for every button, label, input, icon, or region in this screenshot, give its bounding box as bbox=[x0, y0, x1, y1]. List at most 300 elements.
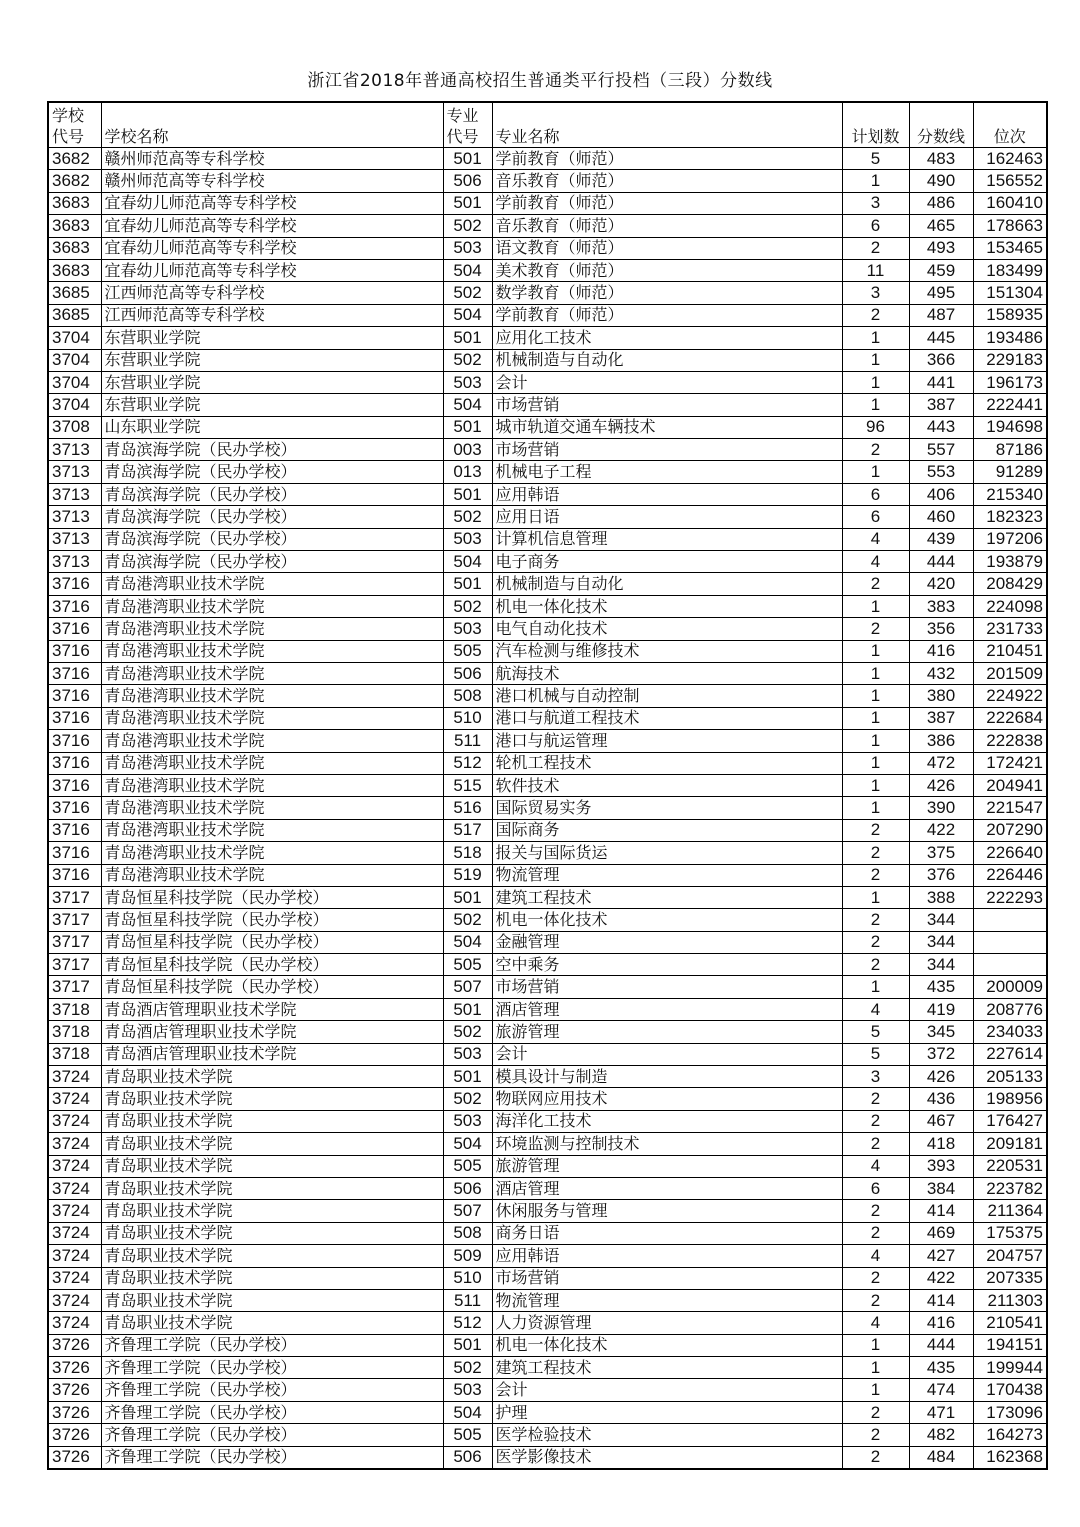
cell-plan: 2 bbox=[842, 1110, 909, 1132]
cell-major-name: 学前教育（师范） bbox=[492, 304, 842, 326]
cell-plan: 2 bbox=[842, 573, 909, 595]
cell-score: 445 bbox=[909, 327, 973, 349]
cell-plan: 2 bbox=[842, 819, 909, 841]
cell-school-name: 青岛职业技术学院 bbox=[101, 1312, 443, 1334]
cell-school-code: 3704 bbox=[48, 371, 101, 393]
cell-score: 436 bbox=[909, 1088, 973, 1110]
cell-plan: 1 bbox=[842, 752, 909, 774]
cell-major-name: 物流管理 bbox=[492, 864, 842, 886]
cell-major-code: 506 bbox=[443, 662, 492, 684]
cell-school-code: 3708 bbox=[48, 416, 101, 438]
table-row bbox=[48, 1424, 1047, 1446]
cell-school-code: 3713 bbox=[48, 551, 101, 573]
cell-school-code: 3717 bbox=[48, 886, 101, 908]
cell-major-name: 商务日语 bbox=[492, 1222, 842, 1244]
cell-school-name: 青岛港湾职业技术学院 bbox=[101, 640, 443, 662]
cell-major-name: 应用日语 bbox=[492, 506, 842, 528]
table-row bbox=[48, 170, 1047, 192]
table-row bbox=[48, 685, 1047, 707]
cell-school-name: 青岛港湾职业技术学院 bbox=[101, 573, 443, 595]
cell-school-code: 3718 bbox=[48, 1021, 101, 1043]
table-row bbox=[48, 774, 1047, 796]
cell-major-code: 502 bbox=[443, 349, 492, 371]
cell-plan: 2 bbox=[842, 618, 909, 640]
cell-major-code: 519 bbox=[443, 864, 492, 886]
cell-school-name: 青岛职业技术学院 bbox=[101, 1110, 443, 1132]
cell-plan: 3 bbox=[842, 1066, 909, 1088]
cell-plan: 1 bbox=[842, 730, 909, 752]
cell-rank: 182323 bbox=[973, 506, 1047, 528]
cell-school-code: 3724 bbox=[48, 1177, 101, 1199]
cell-major-code: 501 bbox=[443, 1066, 492, 1088]
cell-school-code: 3713 bbox=[48, 483, 101, 505]
cell-plan: 6 bbox=[842, 215, 909, 237]
header-plan: 计划数 bbox=[842, 102, 909, 148]
cell-plan: 1 bbox=[842, 1357, 909, 1379]
table-row bbox=[48, 573, 1047, 595]
cell-school-code: 3716 bbox=[48, 864, 101, 886]
cell-school-name: 江西师范高等专科学校 bbox=[101, 282, 443, 304]
cell-major-code: 013 bbox=[443, 461, 492, 483]
cell-major-name: 医学检验技术 bbox=[492, 1424, 842, 1446]
cell-school-name: 青岛港湾职业技术学院 bbox=[101, 685, 443, 707]
table-row bbox=[48, 349, 1047, 371]
cell-school-code: 3726 bbox=[48, 1446, 101, 1469]
cell-major-name: 计算机信息管理 bbox=[492, 528, 842, 550]
cell-rank: 226640 bbox=[973, 842, 1047, 864]
cell-score: 345 bbox=[909, 1021, 973, 1043]
cell-school-code: 3716 bbox=[48, 752, 101, 774]
cell-rank: 170438 bbox=[973, 1379, 1047, 1401]
cell-rank: 156552 bbox=[973, 170, 1047, 192]
cell-major-name: 建筑工程技术 bbox=[492, 886, 842, 908]
cell-school-code: 3724 bbox=[48, 1088, 101, 1110]
cell-plan: 1 bbox=[842, 685, 909, 707]
cell-school-code: 3716 bbox=[48, 774, 101, 796]
table-row bbox=[48, 1066, 1047, 1088]
cell-school-name: 青岛酒店管理职业技术学院 bbox=[101, 1043, 443, 1065]
cell-school-code: 3716 bbox=[48, 819, 101, 841]
table-row bbox=[48, 998, 1047, 1020]
cell-major-name: 机械制造与自动化 bbox=[492, 349, 842, 371]
table-row bbox=[48, 327, 1047, 349]
table-row bbox=[48, 1267, 1047, 1289]
cell-school-name: 齐鲁理工学院（民办学校） bbox=[101, 1357, 443, 1379]
cell-school-code: 3724 bbox=[48, 1133, 101, 1155]
cell-score: 460 bbox=[909, 506, 973, 528]
table-row bbox=[48, 371, 1047, 393]
cell-school-name: 青岛滨海学院（民办学校） bbox=[101, 439, 443, 461]
cell-plan: 1 bbox=[842, 1334, 909, 1356]
cell-score: 490 bbox=[909, 170, 973, 192]
cell-major-code: 504 bbox=[443, 931, 492, 953]
cell-major-code: 502 bbox=[443, 1357, 492, 1379]
cell-major-code: 510 bbox=[443, 707, 492, 729]
cell-school-code: 3682 bbox=[48, 170, 101, 192]
table-row bbox=[48, 931, 1047, 953]
cell-score: 418 bbox=[909, 1133, 973, 1155]
cell-major-code: 501 bbox=[443, 148, 492, 170]
cell-school-code: 3724 bbox=[48, 1222, 101, 1244]
cell-score: 426 bbox=[909, 774, 973, 796]
cell-major-code: 518 bbox=[443, 842, 492, 864]
cell-score: 474 bbox=[909, 1379, 973, 1401]
cell-score: 344 bbox=[909, 909, 973, 931]
cell-score: 557 bbox=[909, 439, 973, 461]
table-row bbox=[48, 528, 1047, 550]
cell-major-name: 机械电子工程 bbox=[492, 461, 842, 483]
cell-school-name: 青岛滨海学院（民办学校） bbox=[101, 483, 443, 505]
cell-major-name: 物联网应用技术 bbox=[492, 1088, 842, 1110]
cell-school-name: 青岛恒星科技学院（民办学校） bbox=[101, 909, 443, 931]
cell-major-name: 会计 bbox=[492, 1379, 842, 1401]
cell-plan: 2 bbox=[842, 1289, 909, 1311]
cell-major-name: 学前教育（师范） bbox=[492, 192, 842, 214]
cell-major-code: 504 bbox=[443, 259, 492, 281]
cell-major-name: 建筑工程技术 bbox=[492, 1357, 842, 1379]
cell-score: 435 bbox=[909, 1357, 973, 1379]
cell-major-code: 504 bbox=[443, 551, 492, 573]
cell-school-name: 青岛职业技术学院 bbox=[101, 1133, 443, 1155]
cell-rank: 200009 bbox=[973, 976, 1047, 998]
cell-rank: 229183 bbox=[973, 349, 1047, 371]
cell-school-name: 青岛恒星科技学院（民办学校） bbox=[101, 954, 443, 976]
table-row bbox=[48, 1043, 1047, 1065]
cell-major-name: 音乐教育（师范） bbox=[492, 170, 842, 192]
cell-school-name: 青岛恒星科技学院（民办学校） bbox=[101, 886, 443, 908]
table-row bbox=[48, 976, 1047, 998]
cell-major-code: 501 bbox=[443, 998, 492, 1020]
cell-school-name: 青岛港湾职业技术学院 bbox=[101, 819, 443, 841]
cell-major-name: 机电一体化技术 bbox=[492, 1334, 842, 1356]
cell-major-name: 航海技术 bbox=[492, 662, 842, 684]
cell-major-name: 国际商务 bbox=[492, 819, 842, 841]
cell-plan: 1 bbox=[842, 170, 909, 192]
cell-score: 393 bbox=[909, 1155, 973, 1177]
cell-score: 375 bbox=[909, 842, 973, 864]
table-row bbox=[48, 864, 1047, 886]
cell-major-name: 美术教育（师范） bbox=[492, 259, 842, 281]
cell-school-code: 3713 bbox=[48, 461, 101, 483]
cell-school-code: 3716 bbox=[48, 618, 101, 640]
cell-school-name: 青岛港湾职业技术学院 bbox=[101, 662, 443, 684]
cell-plan: 1 bbox=[842, 595, 909, 617]
table-row bbox=[48, 909, 1047, 931]
cell-major-name: 医学影像技术 bbox=[492, 1446, 842, 1469]
cell-school-name: 齐鲁理工学院（民办学校） bbox=[101, 1334, 443, 1356]
cell-rank: 221547 bbox=[973, 797, 1047, 819]
cell-major-name: 空中乘务 bbox=[492, 954, 842, 976]
cell-plan: 2 bbox=[842, 439, 909, 461]
table-row bbox=[48, 1334, 1047, 1356]
cell-rank: 153465 bbox=[973, 237, 1047, 259]
cell-major-name: 市场营销 bbox=[492, 1267, 842, 1289]
cell-school-code: 3726 bbox=[48, 1379, 101, 1401]
cell-rank: 234033 bbox=[973, 1021, 1047, 1043]
cell-major-code: 502 bbox=[443, 595, 492, 617]
cell-score: 443 bbox=[909, 416, 973, 438]
cell-score: 414 bbox=[909, 1200, 973, 1222]
cell-major-code: 504 bbox=[443, 1133, 492, 1155]
cell-major-code: 505 bbox=[443, 954, 492, 976]
cell-major-name: 市场营销 bbox=[492, 439, 842, 461]
cell-school-name: 青岛职业技术学院 bbox=[101, 1222, 443, 1244]
cell-school-name: 青岛酒店管理职业技术学院 bbox=[101, 1021, 443, 1043]
cell-plan: 1 bbox=[842, 774, 909, 796]
table-row bbox=[48, 148, 1047, 170]
cell-school-code: 3718 bbox=[48, 1043, 101, 1065]
cell-major-name: 数学教育（师范） bbox=[492, 282, 842, 304]
cell-major-name: 港口机械与自动控制 bbox=[492, 685, 842, 707]
cell-score: 484 bbox=[909, 1446, 973, 1469]
cell-score: 422 bbox=[909, 1267, 973, 1289]
cell-major-code: 515 bbox=[443, 774, 492, 796]
cell-school-name: 青岛港湾职业技术学院 bbox=[101, 864, 443, 886]
table-row bbox=[48, 707, 1047, 729]
cell-score: 416 bbox=[909, 640, 973, 662]
cell-major-code: 506 bbox=[443, 1446, 492, 1469]
cell-plan: 1 bbox=[842, 394, 909, 416]
cell-rank: 211303 bbox=[973, 1289, 1047, 1311]
cell-rank: 207335 bbox=[973, 1267, 1047, 1289]
table-row bbox=[48, 1021, 1047, 1043]
cell-major-name: 国际贸易实务 bbox=[492, 797, 842, 819]
cell-score: 487 bbox=[909, 304, 973, 326]
table-row bbox=[48, 259, 1047, 281]
cell-plan: 5 bbox=[842, 148, 909, 170]
cell-school-name: 齐鲁理工学院（民办学校） bbox=[101, 1424, 443, 1446]
cell-school-name: 宜春幼儿师范高等专科学校 bbox=[101, 215, 443, 237]
cell-school-name: 东营职业学院 bbox=[101, 371, 443, 393]
cell-rank: 222441 bbox=[973, 394, 1047, 416]
cell-score: 380 bbox=[909, 685, 973, 707]
cell-school-code: 3685 bbox=[48, 304, 101, 326]
table-row bbox=[48, 1401, 1047, 1423]
cell-school-code: 3716 bbox=[48, 707, 101, 729]
cell-rank bbox=[973, 931, 1047, 953]
cell-rank: 227614 bbox=[973, 1043, 1047, 1065]
cell-rank: 204757 bbox=[973, 1245, 1047, 1267]
table-row bbox=[48, 954, 1047, 976]
cell-major-code: 517 bbox=[443, 819, 492, 841]
cell-school-code: 3724 bbox=[48, 1312, 101, 1334]
cell-plan: 4 bbox=[842, 1155, 909, 1177]
cell-score: 432 bbox=[909, 662, 973, 684]
table-row bbox=[48, 842, 1047, 864]
cell-major-name: 城市轨道交通车辆技术 bbox=[492, 416, 842, 438]
cell-school-code: 3716 bbox=[48, 573, 101, 595]
cell-school-code: 3724 bbox=[48, 1155, 101, 1177]
cell-major-name: 电气自动化技术 bbox=[492, 618, 842, 640]
table-row bbox=[48, 797, 1047, 819]
cell-school-code: 3716 bbox=[48, 842, 101, 864]
cell-rank: 173096 bbox=[973, 1401, 1047, 1423]
cell-school-code: 3726 bbox=[48, 1357, 101, 1379]
table-row bbox=[48, 886, 1047, 908]
cell-school-code: 3724 bbox=[48, 1200, 101, 1222]
table-row bbox=[48, 618, 1047, 640]
cell-school-code: 3716 bbox=[48, 595, 101, 617]
cell-plan: 1 bbox=[842, 461, 909, 483]
cell-major-code: 501 bbox=[443, 327, 492, 349]
cell-rank: 178663 bbox=[973, 215, 1047, 237]
table-row bbox=[48, 1133, 1047, 1155]
cell-major-name: 物流管理 bbox=[492, 1289, 842, 1311]
cell-school-code: 3716 bbox=[48, 685, 101, 707]
cell-school-code: 3682 bbox=[48, 148, 101, 170]
cell-major-name: 汽车检测与维修技术 bbox=[492, 640, 842, 662]
table-row bbox=[48, 1446, 1047, 1469]
cell-school-name: 东营职业学院 bbox=[101, 394, 443, 416]
cell-plan: 4 bbox=[842, 1312, 909, 1334]
header-score: 分数线 bbox=[909, 102, 973, 148]
table-row bbox=[48, 282, 1047, 304]
cell-school-code: 3724 bbox=[48, 1245, 101, 1267]
cell-major-code: 501 bbox=[443, 573, 492, 595]
cell-school-name: 东营职业学院 bbox=[101, 327, 443, 349]
cell-major-name: 会计 bbox=[492, 371, 842, 393]
cell-score: 406 bbox=[909, 483, 973, 505]
cell-major-name: 港口与航运管理 bbox=[492, 730, 842, 752]
cell-rank: 201509 bbox=[973, 662, 1047, 684]
cell-school-name: 宜春幼儿师范高等专科学校 bbox=[101, 237, 443, 259]
cell-plan: 1 bbox=[842, 707, 909, 729]
table-row bbox=[48, 640, 1047, 662]
cell-major-name: 酒店管理 bbox=[492, 998, 842, 1020]
cell-major-name: 休闲服务与管理 bbox=[492, 1200, 842, 1222]
cell-major-name: 护理 bbox=[492, 1401, 842, 1423]
cell-school-name: 青岛港湾职业技术学院 bbox=[101, 842, 443, 864]
cell-major-code: 503 bbox=[443, 618, 492, 640]
cell-major-code: 509 bbox=[443, 1245, 492, 1267]
cell-major-code: 503 bbox=[443, 1043, 492, 1065]
cell-major-name: 软件技术 bbox=[492, 774, 842, 796]
cell-score: 444 bbox=[909, 1334, 973, 1356]
cell-school-name: 青岛港湾职业技术学院 bbox=[101, 774, 443, 796]
table-row bbox=[48, 1177, 1047, 1199]
table-row bbox=[48, 819, 1047, 841]
cell-score: 459 bbox=[909, 259, 973, 281]
cell-plan: 2 bbox=[842, 1200, 909, 1222]
cell-rank: 158935 bbox=[973, 304, 1047, 326]
cell-major-code: 506 bbox=[443, 1177, 492, 1199]
cell-major-code: 503 bbox=[443, 1379, 492, 1401]
cell-score: 486 bbox=[909, 192, 973, 214]
cell-plan: 5 bbox=[842, 1043, 909, 1065]
cell-school-code: 3713 bbox=[48, 439, 101, 461]
cell-plan: 2 bbox=[842, 304, 909, 326]
cell-rank: 222684 bbox=[973, 707, 1047, 729]
cell-plan: 1 bbox=[842, 327, 909, 349]
cell-major-code: 507 bbox=[443, 976, 492, 998]
cell-school-code: 3713 bbox=[48, 506, 101, 528]
cell-school-name: 青岛滨海学院（民办学校） bbox=[101, 528, 443, 550]
cell-rank: 193486 bbox=[973, 327, 1047, 349]
cell-school-name: 青岛港湾职业技术学院 bbox=[101, 618, 443, 640]
cell-rank: 209181 bbox=[973, 1133, 1047, 1155]
cell-major-code: 503 bbox=[443, 237, 492, 259]
cell-score: 386 bbox=[909, 730, 973, 752]
cell-school-code: 3713 bbox=[48, 528, 101, 550]
cell-school-name: 青岛职业技术学院 bbox=[101, 1200, 443, 1222]
cell-school-name: 青岛港湾职业技术学院 bbox=[101, 730, 443, 752]
table-row bbox=[48, 1245, 1047, 1267]
cell-rank: 194151 bbox=[973, 1334, 1047, 1356]
cell-plan: 6 bbox=[842, 1177, 909, 1199]
cell-major-code: 512 bbox=[443, 752, 492, 774]
cell-score: 416 bbox=[909, 1312, 973, 1334]
header-major-name: 专业名称 bbox=[492, 102, 842, 148]
table-row bbox=[48, 662, 1047, 684]
cell-plan: 2 bbox=[842, 237, 909, 259]
cell-school-name: 青岛港湾职业技术学院 bbox=[101, 707, 443, 729]
cell-school-name: 青岛职业技术学院 bbox=[101, 1177, 443, 1199]
cell-plan: 2 bbox=[842, 1088, 909, 1110]
cell-rank: 220531 bbox=[973, 1155, 1047, 1177]
cell-score: 467 bbox=[909, 1110, 973, 1132]
table-row bbox=[48, 1088, 1047, 1110]
cell-major-code: 504 bbox=[443, 304, 492, 326]
cell-major-code: 512 bbox=[443, 1312, 492, 1334]
cell-school-name: 青岛职业技术学院 bbox=[101, 1245, 443, 1267]
cell-school-name: 宜春幼儿师范高等专科学校 bbox=[101, 259, 443, 281]
cell-major-code: 501 bbox=[443, 416, 492, 438]
cell-rank bbox=[973, 954, 1047, 976]
cell-major-code: 501 bbox=[443, 483, 492, 505]
cell-major-code: 511 bbox=[443, 730, 492, 752]
cell-major-name: 报关与国际货运 bbox=[492, 842, 842, 864]
cell-score: 384 bbox=[909, 1177, 973, 1199]
cell-plan: 4 bbox=[842, 551, 909, 573]
table-row bbox=[48, 304, 1047, 326]
cell-major-name: 海洋化工技术 bbox=[492, 1110, 842, 1132]
table-row bbox=[48, 483, 1047, 505]
cell-school-code: 3704 bbox=[48, 349, 101, 371]
cell-major-code: 505 bbox=[443, 1424, 492, 1446]
cell-plan: 2 bbox=[842, 909, 909, 931]
cell-score: 344 bbox=[909, 931, 973, 953]
cell-plan: 3 bbox=[842, 192, 909, 214]
cell-plan: 2 bbox=[842, 1401, 909, 1423]
table-row bbox=[48, 1200, 1047, 1222]
cell-rank: 197206 bbox=[973, 528, 1047, 550]
cell-score: 471 bbox=[909, 1401, 973, 1423]
header-rank: 位次 bbox=[973, 102, 1047, 148]
cell-major-name: 电子商务 bbox=[492, 551, 842, 573]
cell-school-code: 3717 bbox=[48, 931, 101, 953]
cell-school-code: 3717 bbox=[48, 909, 101, 931]
table-row bbox=[48, 237, 1047, 259]
cell-school-name: 青岛滨海学院（民办学校） bbox=[101, 551, 443, 573]
cell-major-name: 港口与航道工程技术 bbox=[492, 707, 842, 729]
cell-school-name: 青岛职业技术学院 bbox=[101, 1267, 443, 1289]
cell-school-code: 3683 bbox=[48, 215, 101, 237]
cell-major-code: 508 bbox=[443, 1222, 492, 1244]
cell-score: 439 bbox=[909, 528, 973, 550]
table-row bbox=[48, 1110, 1047, 1132]
cell-school-name: 山东职业学院 bbox=[101, 416, 443, 438]
cell-plan: 1 bbox=[842, 976, 909, 998]
table-row bbox=[48, 551, 1047, 573]
cell-major-name: 市场营销 bbox=[492, 976, 842, 998]
cell-score: 444 bbox=[909, 551, 973, 573]
cell-major-code: 503 bbox=[443, 371, 492, 393]
cell-major-name: 应用韩语 bbox=[492, 1245, 842, 1267]
cell-major-name: 环境监测与控制技术 bbox=[492, 1133, 842, 1155]
cell-plan: 2 bbox=[842, 954, 909, 976]
cell-school-name: 青岛滨海学院（民办学校） bbox=[101, 506, 443, 528]
cell-score: 482 bbox=[909, 1424, 973, 1446]
